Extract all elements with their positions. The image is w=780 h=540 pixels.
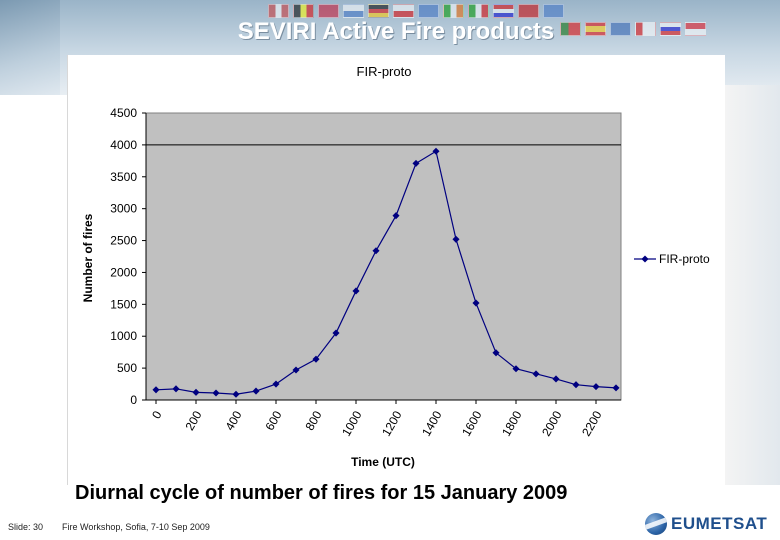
legend-label: FIR-proto xyxy=(659,252,710,266)
y-tick-label: 2500 xyxy=(110,233,137,248)
y-tick-label: 3000 xyxy=(110,201,137,216)
y-tick-label: 4500 xyxy=(110,106,137,120)
x-tick-label: 1000 xyxy=(339,408,365,439)
chart-legend xyxy=(634,252,710,266)
x-tick-label: 1800 xyxy=(499,408,525,439)
chart-title: FIR-proto xyxy=(356,64,412,79)
x-axis-title: Time (UTC) xyxy=(351,455,415,469)
y-tick-label: 3500 xyxy=(110,169,137,184)
y-tick-label: 1000 xyxy=(110,329,137,344)
slide-number: Slide: 30 xyxy=(8,522,44,532)
y-tick-label: 1500 xyxy=(110,297,137,312)
x-tick-label: 200 xyxy=(182,408,205,433)
x-tick-label: 800 xyxy=(302,408,325,433)
y-tick-label: 4000 xyxy=(110,137,137,152)
y-tick-label: 0 xyxy=(130,393,137,407)
x-tick-label: 2000 xyxy=(539,408,565,439)
y-tick-label: 500 xyxy=(116,361,137,376)
globe-icon xyxy=(645,513,667,535)
x-tick-label: 1200 xyxy=(379,408,405,439)
plot-area xyxy=(146,113,621,400)
slide-title: SEVIRI Active Fire products xyxy=(237,18,555,45)
x-tick-label: 2200 xyxy=(579,408,605,439)
x-tick-label: 600 xyxy=(262,408,285,433)
logo-text: EUMETSAT xyxy=(671,514,768,533)
x-tick-label: 0 xyxy=(149,408,165,422)
y-axis-title: Number of fires xyxy=(81,213,95,303)
figure-caption: Diurnal cycle of number of fires for 15 January 2009 xyxy=(75,482,568,504)
y-tick-label: 2000 xyxy=(110,265,137,280)
legend-marker xyxy=(641,255,648,262)
x-tick-label: 1600 xyxy=(459,408,485,439)
eumetsat-logo xyxy=(645,512,767,536)
footer-text: Fire Workshop, Sofia, 7-10 Sep 2009 xyxy=(62,522,210,532)
x-tick-label: 1400 xyxy=(419,408,445,439)
x-tick-label: 400 xyxy=(222,408,245,433)
